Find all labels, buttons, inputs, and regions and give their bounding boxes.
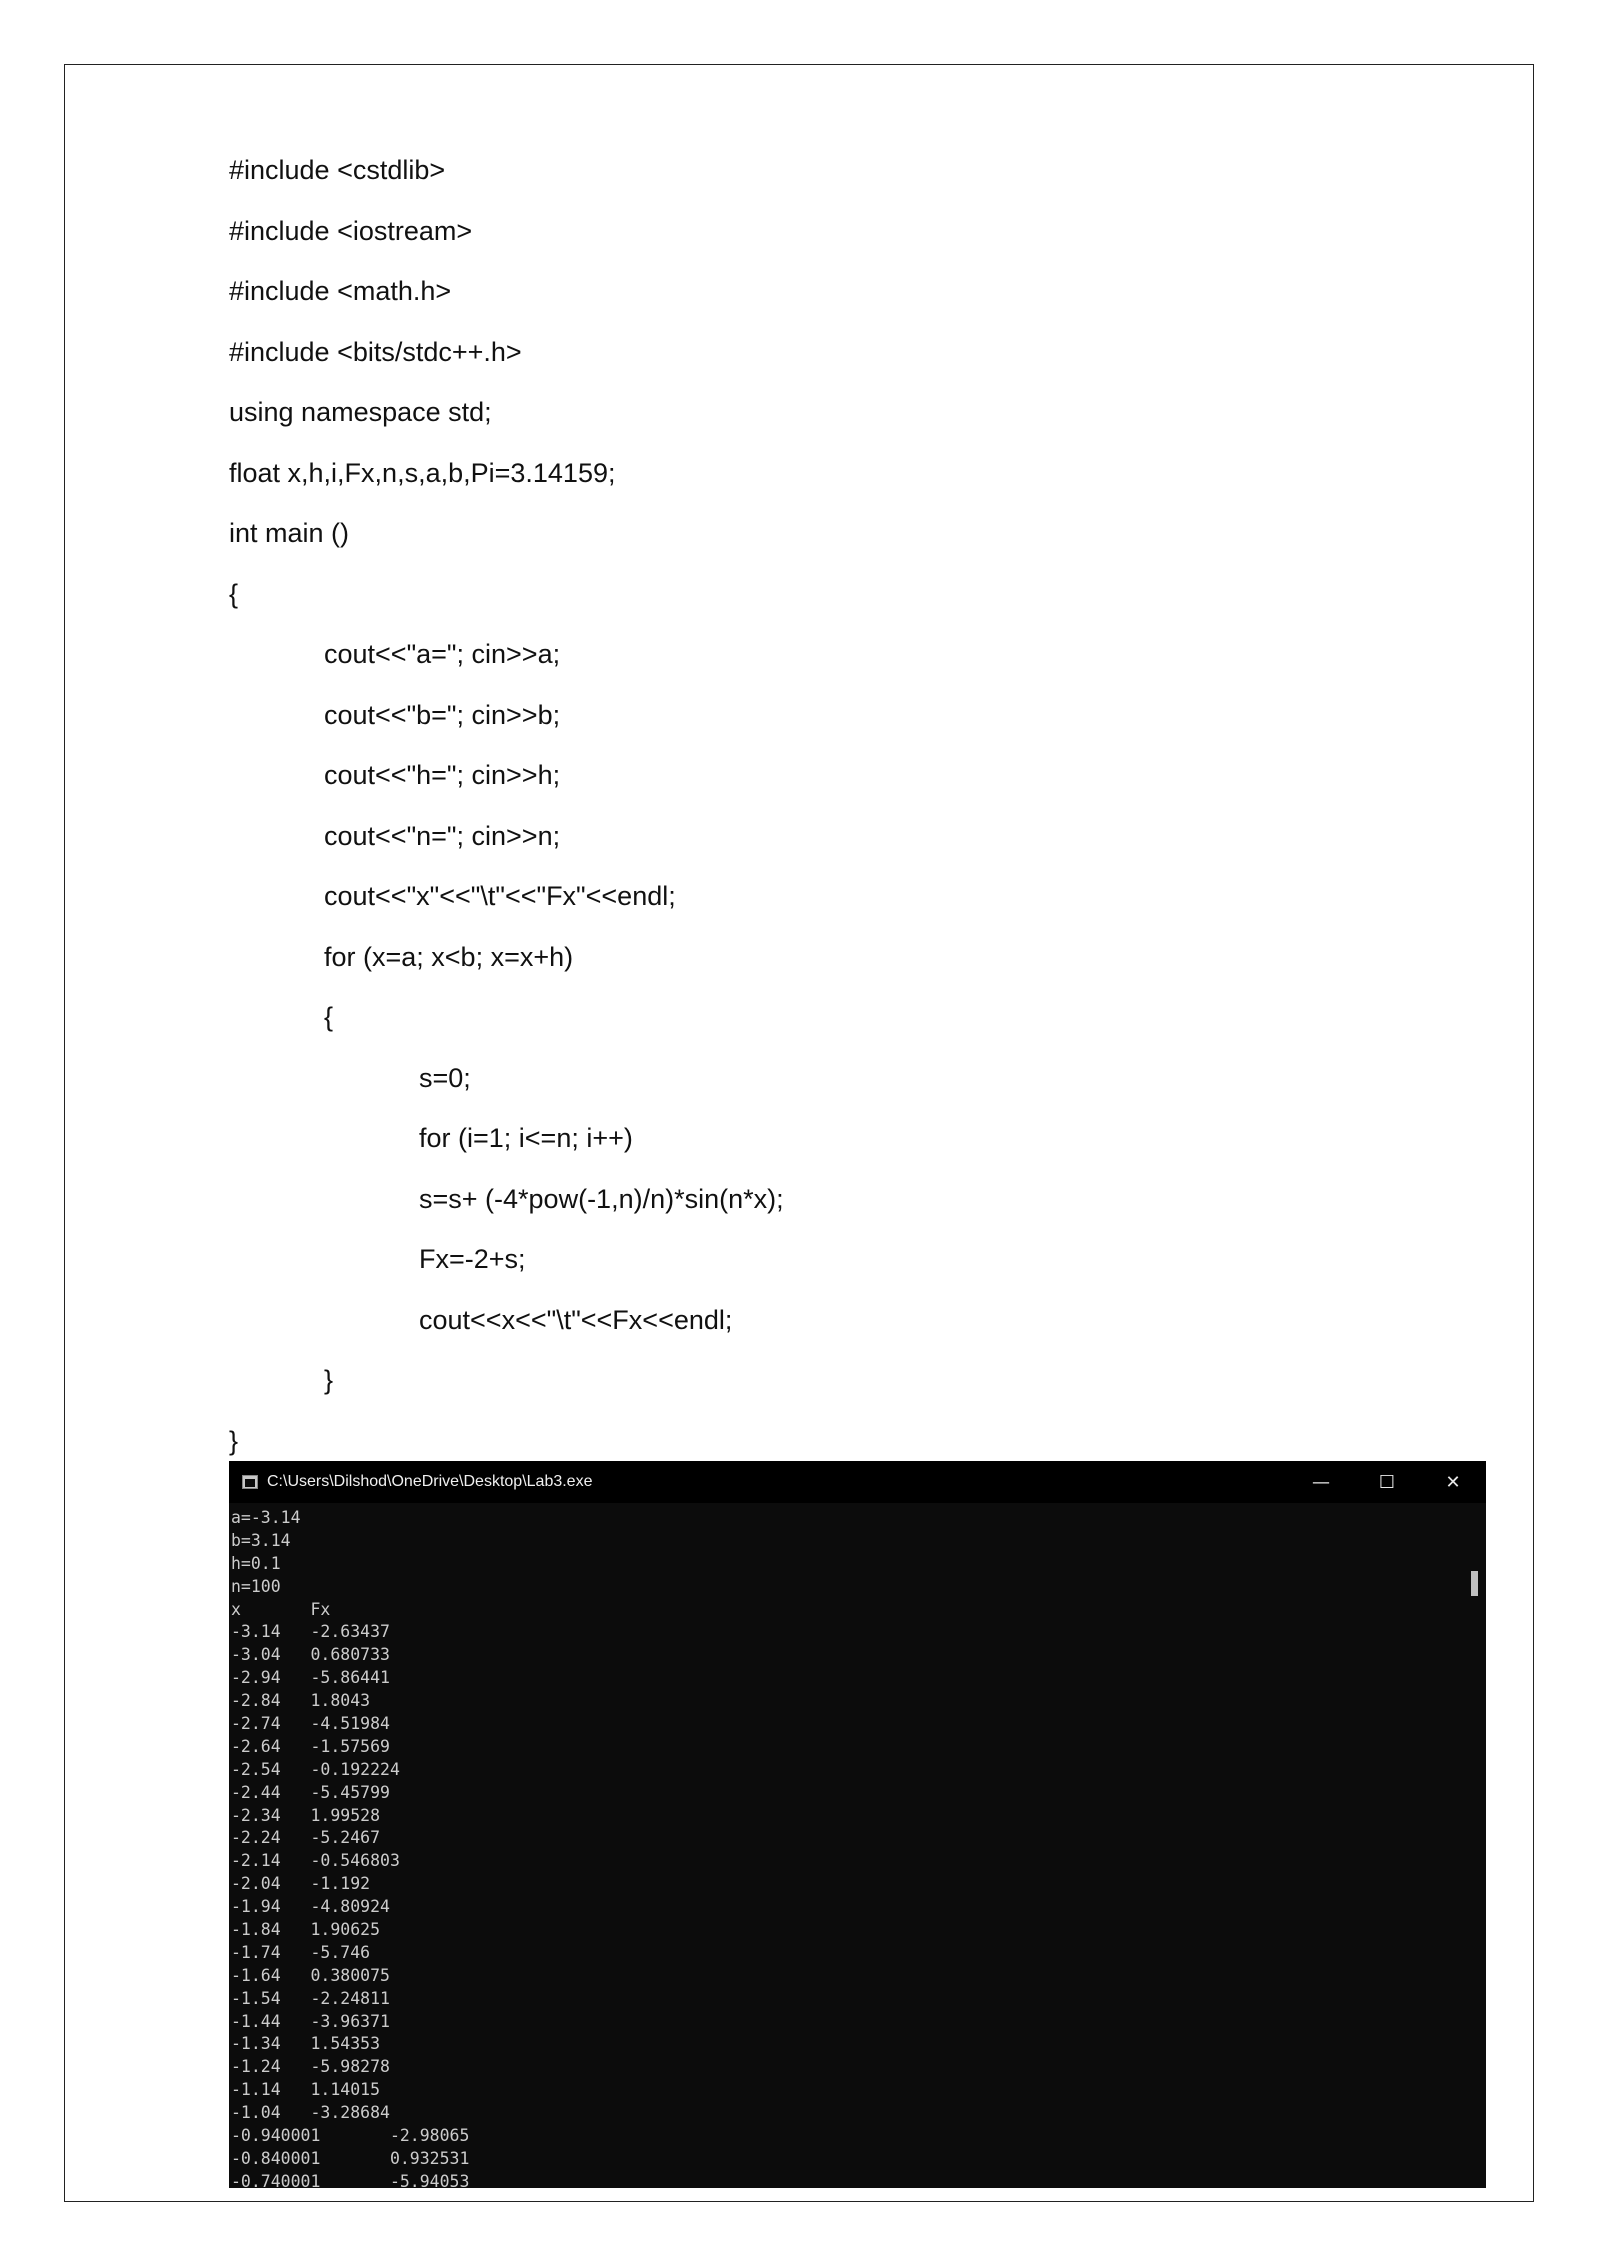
- code-line: using namespace std;: [229, 397, 492, 427]
- console-input-line: b=3.14: [231, 1530, 291, 1550]
- console-data-row: -1.34 1.54353: [231, 2034, 381, 2054]
- code-line: s=0;: [419, 1062, 471, 1093]
- code-line: int main (): [229, 518, 350, 548]
- console-titlebar[interactable]: [229, 1461, 1486, 1503]
- console-data-row: -2.64 -1.57569: [231, 1736, 390, 1756]
- console-data-row: -2.74 -4.51984: [231, 1714, 390, 1734]
- console-data-row: -2.34 1.99528: [231, 1805, 381, 1825]
- console-app-icon: [242, 1475, 258, 1489]
- code-line: cout<<"b="; cin>>b;: [324, 699, 561, 730]
- code-line: cout<<x<<"\t"<<Fx<<endl;: [419, 1304, 733, 1335]
- console-data-row: -1.54 -2.24811: [231, 1988, 390, 2008]
- code-line: #include <cstdlib>: [229, 155, 446, 185]
- console-data-row: -1.94 -4.80924: [231, 1897, 390, 1917]
- console-data-row: -1.14 1.14015: [231, 2080, 381, 2100]
- scrollbar-thumb[interactable]: [1471, 1571, 1478, 1596]
- console-data-row: -2.94 -5.86441: [231, 1668, 390, 1688]
- console-data-row: -0.740001 -5.94053: [231, 2171, 470, 2188]
- code-line: cout<<"x"<<"\t"<<"Fx"<<endl;: [324, 881, 676, 911]
- window-controls: [1288, 1461, 1486, 1503]
- console-data-row: -2.04 -1.192: [231, 1874, 371, 1894]
- console-data-row: -2.14 -0.546803: [231, 1851, 400, 1871]
- console-data-row: -1.64 0.380075: [231, 1965, 390, 1985]
- console-data-row: -2.44 -5.45799: [231, 1782, 390, 1802]
- console-data-row: -2.24 -5.2467: [231, 1828, 381, 1848]
- code-line: cout<<"n="; cin>>n;: [324, 820, 561, 851]
- console-data-row: -3.14 -2.63437: [231, 1622, 390, 1642]
- console-data-row: -2.54 -0.192224: [231, 1759, 400, 1779]
- console-data-row: -1.04 -3.28684: [231, 2103, 390, 2123]
- code-line: {: [324, 1002, 334, 1032]
- code-line: }: [324, 1365, 334, 1395]
- console-input-line: a=-3.14: [231, 1508, 301, 1527]
- close-icon[interactable]: ✕: [1445, 1471, 1461, 1493]
- console-input-line: n=100: [231, 1576, 281, 1596]
- code-line: float x,h,i,Fx,n,s,a,b,Pi=3.14159;: [229, 457, 616, 488]
- console-output: [231, 1507, 1466, 2188]
- console-data-row: -1.24 -5.98278: [231, 2057, 390, 2077]
- console-data-row: -0.940001 -2.98065: [231, 2126, 470, 2146]
- console-input-line: h=0.1: [231, 1553, 281, 1573]
- code-line: #include <bits/stdc++.h>: [229, 336, 522, 367]
- maximize-icon[interactable]: ☐: [1378, 1471, 1396, 1493]
- minimize-icon[interactable]: —: [1312, 1471, 1330, 1493]
- code-line: cout<<"a="; cin>>a;: [324, 639, 561, 669]
- code-line: for (i=1; i<=n; i++): [419, 1123, 633, 1153]
- console-window: [229, 1461, 1486, 2188]
- code-line: }: [229, 1425, 239, 1456]
- code-line: cout<<"h="; cin>>h;: [324, 760, 561, 790]
- console-data-row: -0.840001 0.932531: [231, 2148, 470, 2168]
- code-line: #include <math.h>: [229, 276, 452, 306]
- source-code: [229, 150, 784, 1481]
- console-data-row: -3.04 0.680733: [231, 1645, 390, 1665]
- console-header-line: x Fx: [231, 1599, 331, 1619]
- console-scrollbar[interactable]: [1468, 1503, 1486, 2188]
- console-data-row: -1.74 -5.746: [231, 1942, 371, 1962]
- console-title: C:\Users\Dilshod\OneDrive\Desktop\Lab3.exe: [267, 1473, 593, 1490]
- console-data-row: -1.84 1.90625: [231, 1920, 381, 1940]
- code-line: #include <iostream>: [229, 215, 473, 246]
- code-line: Fx=-2+s;: [419, 1244, 526, 1274]
- code-line: {: [229, 578, 239, 609]
- console-data-row: -1.44 -3.96371: [231, 2011, 390, 2031]
- code-line: for (x=a; x<b; x=x+h): [324, 941, 574, 972]
- console-data-row: -2.84 1.8043: [231, 1691, 371, 1711]
- code-line: s=s+ (-4*pow(-1,n)/n)*sin(n*x);: [419, 1183, 784, 1214]
